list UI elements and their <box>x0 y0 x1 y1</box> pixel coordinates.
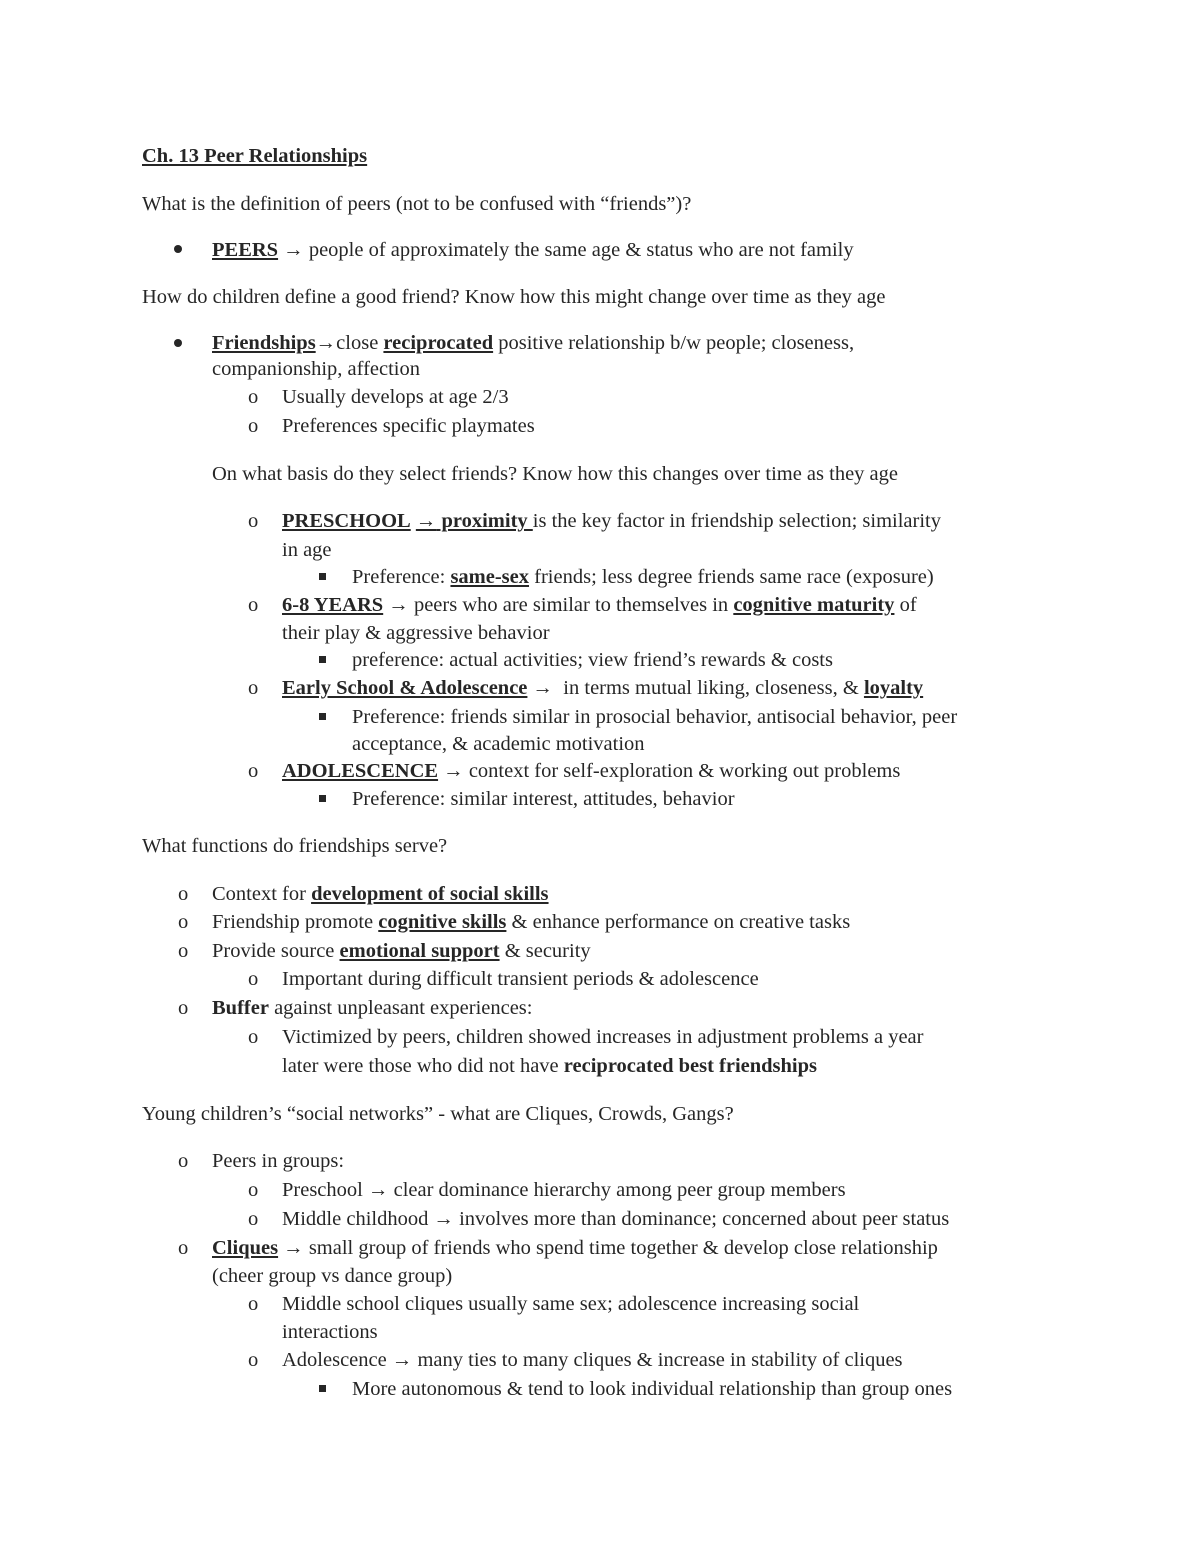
term-early-school: Early School & Adolescence <box>282 677 528 699</box>
friendships-text: close <box>336 332 384 354</box>
function-4-sub-text: later were those who did not have <box>282 1055 564 1077</box>
early-school-item <box>282 675 923 701</box>
circle-marker: o <box>248 386 259 408</box>
peers-definition <box>212 237 854 263</box>
function-3-text: Provide source <box>212 940 340 962</box>
circle-marker: o <box>248 1293 259 1315</box>
function-2-text: Friendship promote <box>212 911 379 933</box>
cliques-sub-2-label: Adolescence <box>282 1349 392 1371</box>
circle-marker: o <box>248 594 259 616</box>
term-preschool: PRESCHOOL <box>282 510 411 532</box>
arrow-icon: → <box>315 332 337 354</box>
circle-marker: o <box>248 677 259 699</box>
cliques-continuation: (cheer group vs dance group) <box>212 1265 453 1287</box>
key-buffer: Buffer <box>212 997 269 1019</box>
key-same-sex: same-sex <box>450 566 530 588</box>
peers-text: people of approximately the same age & status who are not family <box>303 239 854 261</box>
early-school-text: in terms mutual liking, closeness, & <box>553 677 864 699</box>
arrow-icon: → <box>283 239 304 261</box>
key-cognitive-skills: cognitive skills <box>378 911 507 933</box>
question-functions: What functions do friendships serve? <box>142 835 448 857</box>
function-1-text: Context for <box>212 883 312 905</box>
groups-sub-2-text: involves more than dominance; concerned about peer status <box>453 1208 950 1230</box>
question-good-friend: How do children define a good friend? Know how this might change over time as they age <box>142 286 886 308</box>
pref-text: friends; less degree friends same race (exposure) <box>529 566 934 588</box>
function-3-text-2: & security <box>499 940 591 962</box>
bullet-dot <box>174 339 182 347</box>
cliques-sub-1-cont: interactions <box>282 1321 378 1343</box>
friendships-text-2: positive relationship b/w people; closeness, <box>493 332 855 354</box>
square-bullet <box>319 713 326 720</box>
circle-marker: o <box>178 883 189 905</box>
groups-sub-2-label: Middle childhood <box>282 1208 434 1230</box>
question-peers: What is the definition of peers (not to be confused with “friends”)? <box>142 193 692 215</box>
groups-sub-2 <box>282 1206 949 1232</box>
early-school-preference: Preference: friends similar in prosocial behavior, antisocial behavior, peer <box>352 706 958 728</box>
six-eight-text-2: of <box>894 594 917 616</box>
function-2 <box>212 909 850 935</box>
groups-sub-1-text: clear dominance hierarchy among peer group members <box>388 1179 846 1201</box>
friendships-sub-2: Preferences specific playmates <box>282 415 535 437</box>
six-eight-text: peers who are similar to themselves in <box>408 594 734 616</box>
arrow-icon: → <box>391 1349 413 1371</box>
function-4-text: against unpleasant experiences: <box>268 997 533 1019</box>
circle-marker: o <box>248 1026 259 1048</box>
circle-marker: o <box>248 1208 259 1230</box>
function-4-sub-cont <box>282 1053 817 1079</box>
preschool-continuation: in age <box>282 539 332 561</box>
key-proximity: proximity <box>436 510 533 532</box>
pref-label: Preference: <box>352 566 451 588</box>
square-bullet <box>319 573 326 580</box>
bullet-dot <box>174 245 182 253</box>
function-1 <box>212 881 549 907</box>
cliques-sub-2-text: many ties to many cliques & increase in stability of cliques <box>412 1349 903 1371</box>
cliques-sub-2 <box>282 1347 903 1373</box>
circle-marker: o <box>178 1150 189 1172</box>
term-cliques: Cliques <box>212 1237 279 1259</box>
arrow-icon: → <box>283 1237 304 1259</box>
circle-marker: o <box>248 760 259 782</box>
circle-marker: o <box>248 1349 259 1371</box>
square-bullet <box>319 795 326 802</box>
adolescence-item <box>282 758 900 784</box>
square-bullet <box>319 656 326 663</box>
square-bullet <box>319 1385 326 1392</box>
function-3 <box>212 938 591 964</box>
arrow-icon: → <box>367 1179 389 1201</box>
preschool-preference <box>352 564 934 590</box>
key-social-skills: development of social skills <box>311 883 549 905</box>
arrow-icon: → <box>388 594 409 616</box>
page-title: Ch. 13 Peer Relationships <box>142 145 368 167</box>
circle-marker: o <box>248 415 259 437</box>
circle-marker: o <box>248 1179 259 1201</box>
groups-sub-1-label: Preschool <box>282 1179 368 1201</box>
key-reciprocated: reciprocated <box>383 332 494 354</box>
arrow-icon: → <box>433 1208 454 1230</box>
groups-sub-1 <box>282 1177 846 1203</box>
circle-marker: o <box>248 510 259 532</box>
friendships-sub-1: Usually develops at age 2/3 <box>282 386 509 408</box>
question-social-networks: Young children’s “social networks” - what are Cliques, Crowds, Gangs? <box>142 1103 734 1125</box>
preschool-item <box>282 508 941 534</box>
function-3-sub: Important during difficult transient periods & adolescence <box>282 968 759 990</box>
term-adolescence: ADOLESCENCE <box>282 760 439 782</box>
term-6-8-years: 6-8 YEARS <box>282 594 384 616</box>
question-select-friends: On what basis do they select friends? Know how this changes over time as they age <box>212 463 898 485</box>
arrow-icon: → <box>415 510 437 532</box>
circle-marker: o <box>178 940 189 962</box>
arrow-icon: → <box>532 677 554 699</box>
friendships-definition <box>212 330 854 356</box>
arrow-icon: → <box>443 760 464 782</box>
cliques-text: small group of friends who spend time together & develop close relationship <box>303 1237 938 1259</box>
function-2-text-2: & enhance performance on creative tasks <box>506 911 851 933</box>
circle-marker: o <box>178 997 189 1019</box>
circle-marker: o <box>248 968 259 990</box>
function-4-sub: Victimized by peers, children showed increases in adjustment problems a year <box>282 1026 924 1048</box>
preschool-text: is the key factor in friendship selection; similarity <box>532 510 941 532</box>
adolescence-text: context for self-exploration & working out problems <box>463 760 901 782</box>
circle-marker: o <box>178 1237 189 1259</box>
groups-item: Peers in groups: <box>212 1150 345 1172</box>
term-friendships: Friendships <box>212 332 316 354</box>
six-eight-preference: preference: actual activities; view friend’s rewards & costs <box>352 649 833 671</box>
key-loyalty: loyalty <box>863 677 924 699</box>
friendships-continuation: companionship, affection <box>212 358 420 380</box>
six-eight-item <box>282 592 917 618</box>
cliques-item <box>212 1235 938 1261</box>
key-reciprocated-best: reciprocated best friendships <box>563 1055 818 1077</box>
six-eight-continuation: their play & aggressive behavior <box>282 622 550 644</box>
term-peers: PEERS <box>212 239 279 261</box>
function-4 <box>212 995 533 1021</box>
early-school-preference-cont: acceptance, & academic motivation <box>352 733 645 755</box>
cliques-sub-1: Middle school cliques usually same sex; adolescence increasing social <box>282 1293 860 1315</box>
circle-marker: o <box>178 911 189 933</box>
cliques-sub-3: More autonomous & tend to look individual relationship than group ones <box>352 1378 953 1400</box>
adolescence-preference: Preference: similar interest, attitudes, behavior <box>352 788 735 810</box>
key-emotional-support: emotional support <box>339 940 500 962</box>
key-cognitive-maturity: cognitive maturity <box>733 594 895 616</box>
